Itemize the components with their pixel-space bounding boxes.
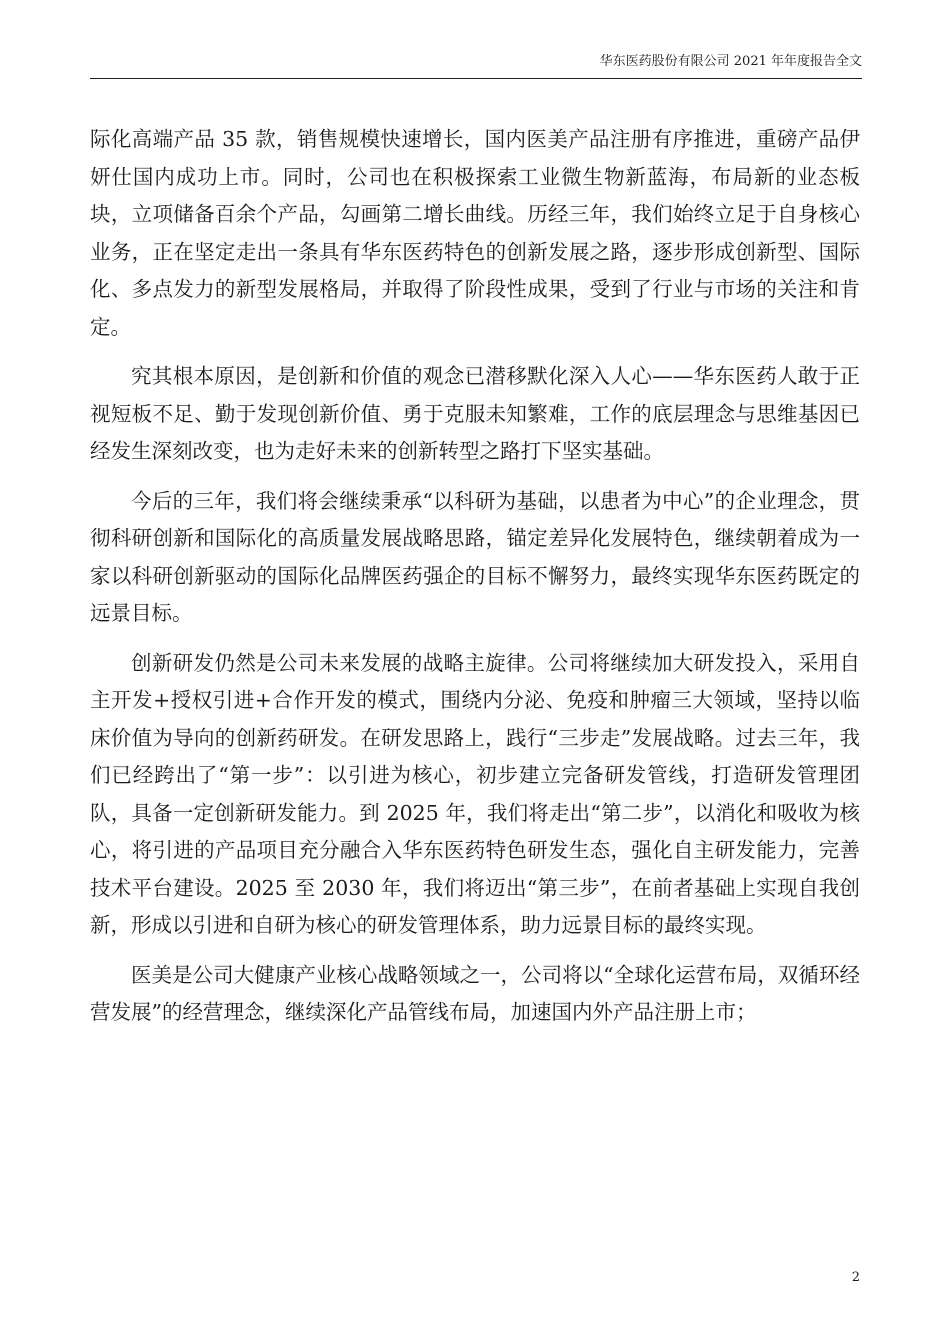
page-number: 2 (851, 1270, 860, 1285)
paragraph: 究其根本原因，是创新和价值的观念已潜移默化深入人心——华东医药人敢于正视短板不足、勤于发现创新价值、勇于克服未知繁难，工作的底层理念与思维基因已经发生深刻改变，也为走好未来的创新转型之路打下坚实基础。 (90, 364, 860, 463)
paragraph: 今后的三年，我们将会继续秉承“以科研为基础，以患者为中心”的企业理念，贯彻科研创新和国际化的高质量发展战略思路，锚定差异化发展特色，继续朝着成为一家以科研创新驱动的国际化品牌医药强企的目标不懈努力，最终实现华东医药既定的远景目标。 (90, 488, 860, 625)
page-header (90, 52, 862, 79)
document-body (90, 121, 860, 1044)
paragraph: 医美是公司大健康产业核心战略领域之一，公司将以“全球化运营布局，双循环经营发展”的经营理念，继续深化产品管线布局，加速国内外产品注册上市； (90, 962, 860, 1024)
paragraph: 创新研发仍然是公司未来发展的战略主旋律。公司将继续加大研发投入，采用自主开发+授权引进+合作开发的模式，围绕内分泌、免疫和肿瘤三大领域，坚持以临床价值为导向的创新药研发。在研发思路上，践行“三步走”发展战略。过去三年，我们已经跨出了“第一步”：以引进为核心，初步建立完备研发管线，打造研发管理团队，具备一定创新研发能力。到 2025 年，我们将走出“第二步”，以消化和吸收为核心，将引进的产品项目充分融合入华东医药特色研发生态，强化自主研发能力，完善技术平台建设。2025 至 2030 年，我们将迈出“第三步”，在前者基础上实现自我创新，形成以引进和自研为核心的研发管理体系，助力远景目标的最终实现。 (90, 650, 860, 937)
report-title: 华东医药股份有限公司 2021 年年度报告全文 (599, 54, 862, 69)
paragraph-continued: 际化高端产品 35 款，销售规模快速增长，国内医美产品注册有序推进，重磅产品伊妍仕国内成功上市。同时，公司也在积极探索工业微生物新蓝海，布局新的业态板块，立项储备百余个产品，勾画第二增长曲线。历经三年，我们始终立足于自身核心业务，正在坚定走出一条具有华东医药特色的创新发展之路，逐步形成创新型、国际化、多点发力的新型发展格局，并取得了阶段性成果，受到了行业与市场的关注和肯定。 (90, 127, 860, 339)
